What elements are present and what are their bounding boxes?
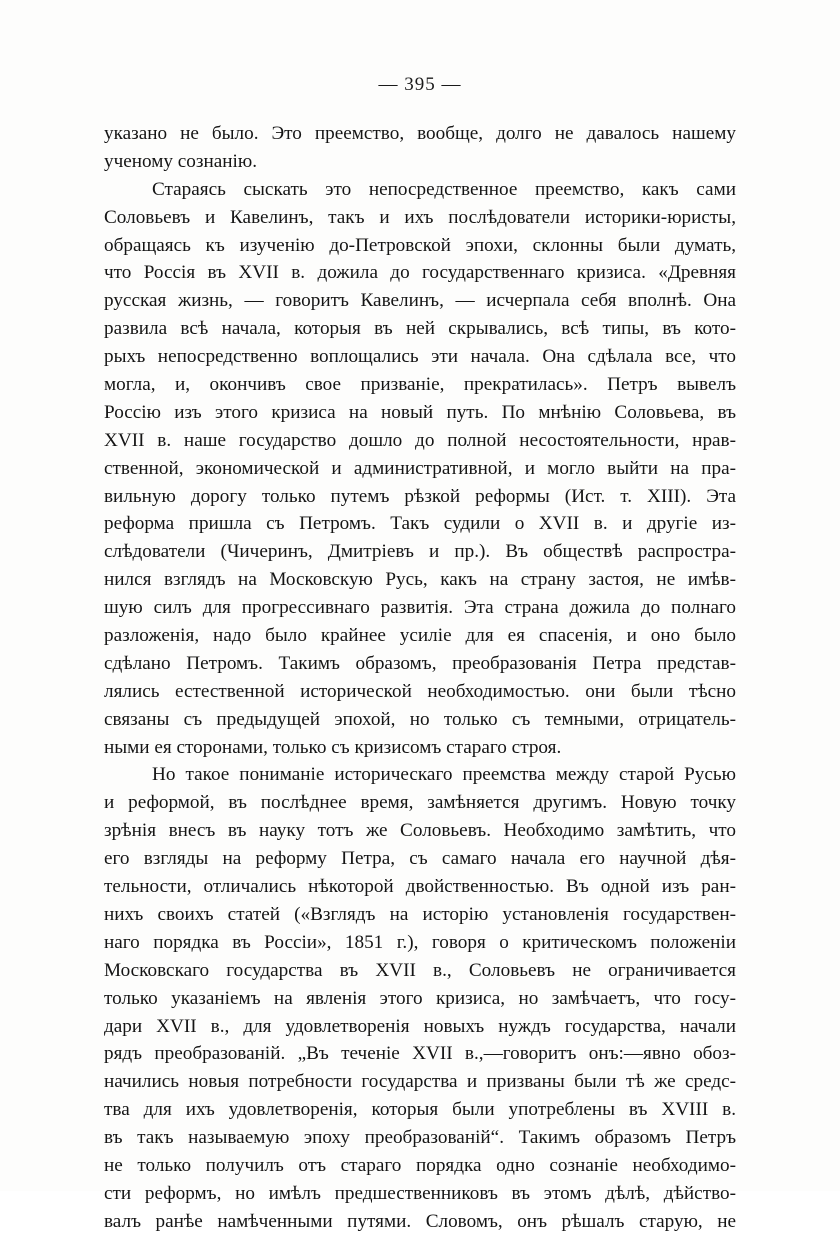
text-line: развила всѣ начала, которыя въ ней скрывались, всѣ типы, въ кото- xyxy=(104,318,736,340)
text-line: шую силъ для прогрессивнаго развитія. Эта страна дожила до полнаго xyxy=(104,597,736,619)
text-line: обращаясь къ изученію до-Петровской эпохи, склонны были думать, xyxy=(104,234,736,256)
text-line: и реформой, въ послѣднее время, замѣняется другимъ. Новую точку xyxy=(104,792,736,814)
text-line: сдѣлано Петромъ. Такимъ образомъ, преобразованія Петра представ- xyxy=(104,652,736,674)
text-line: связаны съ предыдущей эпохой, но только съ темными, отрицатель- xyxy=(104,708,736,730)
text-line: ственной, экономической и административной, и могло выйти на пра- xyxy=(104,457,736,479)
text-line: сти реформъ, но имѣлъ предшественниковъ въ этомъ дѣлѣ, дѣйство- xyxy=(104,1182,736,1204)
text-line: въ такъ называемую эпоху преобразованій“. Такимъ образомъ Петръ xyxy=(104,1127,736,1149)
text-line: XVII в. наше государство дошло до полной несостоятельности, нрав- xyxy=(104,429,736,451)
text-line: Россію изъ этого кризиса на новый путь. По мнѣнію Соловьева, въ xyxy=(104,401,736,423)
text-line: его взгляды на реформу Петра, съ самаго начала его научной дѣя- xyxy=(104,848,736,870)
text-line: ными ея сторонами, только съ кризисомъ стараго строя. xyxy=(104,736,562,758)
body-text xyxy=(104,120,736,1236)
text-line: что Россія въ XVII в. дожила до государственнаго кризиса. «Древняя xyxy=(104,262,736,284)
text-line: зрѣнія внесъ въ науку тотъ же Соловьевъ. Необходимо замѣтить, что xyxy=(104,820,736,842)
text-line: реформа пришла съ Петромъ. Такъ судили о XVII в. и другіе из- xyxy=(104,513,736,535)
text-line: тельности, отличались нѣкоторой двойственностью. Въ одной изъ ран- xyxy=(104,876,736,898)
text-line: ученому сознанію. xyxy=(104,150,257,172)
text-line: слѣдователи (Чичеринъ, Дмитріевъ и пр.). Въ обществѣ распростра- xyxy=(104,541,736,563)
text-line: начились новыя потребности государства и призваны были тѣ же средс- xyxy=(104,1071,736,1093)
text-line: Стараясь сыскать это непосредственное преемство, какъ сами xyxy=(152,178,736,200)
text-line: тва для ихъ удовлетворенія, которыя были употреблены въ XVIII в. xyxy=(104,1099,736,1121)
text-line: рядъ преобразованій. „Въ теченіе XVII в.,—говоритъ онъ:—явно обоз- xyxy=(104,1043,736,1065)
text-line: рыхъ непосредственно воплощались эти начала. Она сдѣлала все, что xyxy=(104,346,736,368)
text-line: нихъ своихъ статей («Взглядъ на исторію установленія государствен- xyxy=(104,903,736,925)
text-line: Московскаго государства въ XVII в., Соловьевъ не ограничивается xyxy=(104,959,736,981)
text-line: разложенія, надо было крайнее усиліе для ея спасенія, и оно было xyxy=(104,625,736,647)
text-line: нился взглядъ на Московскую Русь, какъ на страну застоя, не имѣв- xyxy=(104,569,736,591)
text-line: только указаніемъ на явленія этого кризиса, но замѣчаетъ, что госу- xyxy=(104,987,736,1009)
text-line: лялись естественной исторической необходимостью. они были тѣсно xyxy=(104,680,736,702)
text-line: могла, и, окончивъ свое призваніе, прекратилась». Петръ вывелъ xyxy=(104,374,736,396)
text-line: русская жизнь, — говоритъ Кавелинъ, — исчерпала себя вполнѣ. Она xyxy=(104,290,736,312)
text-line: не только получилъ отъ стараго порядка одно сознаніе необходимо- xyxy=(104,1154,736,1176)
text-line: дари XVII в., для удовлетворенія новыхъ нуждъ государства, начали xyxy=(104,1015,736,1037)
text-line: вильную дорогу только путемъ рѣзкой реформы (Ист. т. XIII). Эта xyxy=(104,485,736,507)
text-line: Соловьевъ и Кавелинъ, такъ и ихъ послѣдователи историки-юристы, xyxy=(104,206,736,228)
page-number: — 395 — xyxy=(378,74,462,95)
text-line: валъ ранѣе намѣченными путями. Словомъ, онъ рѣшалъ старую, не xyxy=(104,1210,736,1232)
text-line: указано не было. Это преемство, вообще, долго не давалось нашему xyxy=(104,123,736,144)
text-line: наго порядка въ Россіи», 1851 г.), говоря о критическомъ положеніи xyxy=(104,931,736,953)
text-line: Но такое пониманіе историческаго преемства между старой Русью xyxy=(152,764,736,786)
